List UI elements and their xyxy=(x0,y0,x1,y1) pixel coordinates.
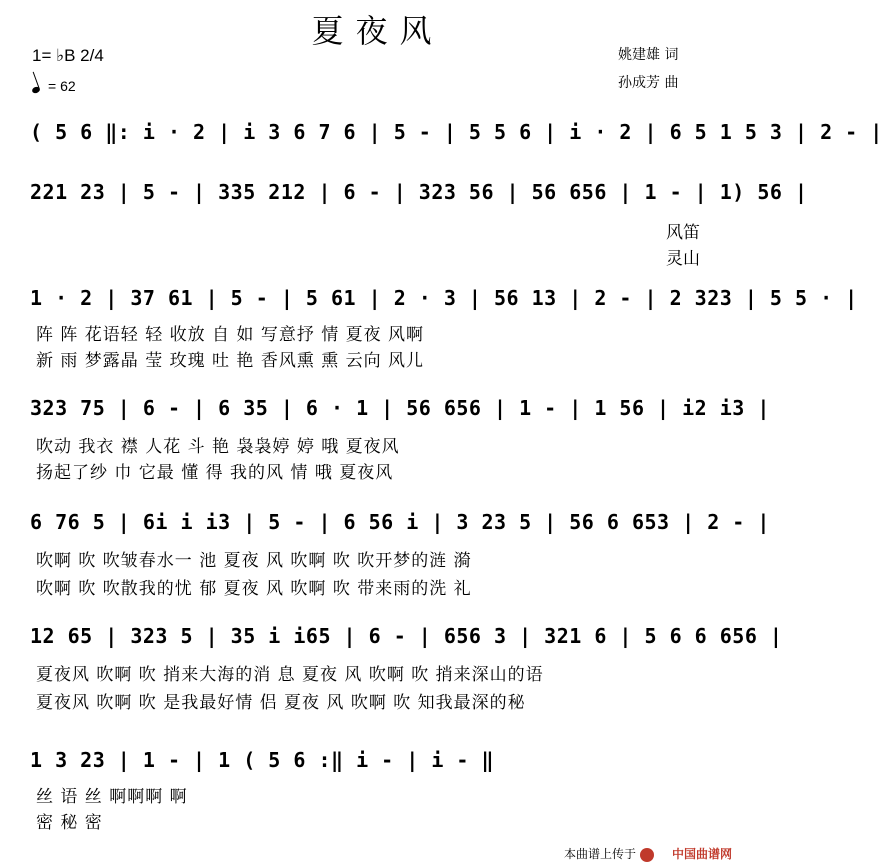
key-signature: 1= ♭B 2/4 xyxy=(32,46,104,65)
lyric-line-7b: 密 秘 密 xyxy=(36,813,103,833)
score-title: 夏夜风 xyxy=(311,12,444,50)
lyric-line-6b: 夏夜风 吹啊 吹 是我最好情 侣 夏夜 风 吹啊 吹 知我最深的秘 xyxy=(36,693,526,713)
side-lyric-1: 风笛 xyxy=(666,223,700,243)
lyric-line-4b: 扬起了纱 巾 它最 懂 得 我的风 情 哦 夏夜风 xyxy=(36,463,394,483)
staff-line-6: 12 65 | 323 5 | 35 i i65 | 6 - | 656 3 | 321 6 | 5 6 6 656 | xyxy=(30,624,783,648)
tempo-value: = 62 xyxy=(48,78,76,94)
staff-line-7: 1 3 23 | 1 - | 1 ( 5 6 :‖ i - | i - ‖ xyxy=(30,748,495,772)
composer: 孙成芳 曲 xyxy=(618,75,679,91)
tempo-marking xyxy=(32,78,76,94)
side-lyric-2: 灵山 xyxy=(666,249,700,269)
lyric-line-5a: 吹啊 吹 吹皱春水一 池 夏夜 风 吹啊 吹 吹开梦的涟 漪 xyxy=(36,551,472,571)
staff-line-3: 1 · 2 | 37 61 | 5 - | 5 61 | 2 · 3 | 56 13 | 2 - | 2 323 | 5 5 · | xyxy=(30,286,858,310)
lyric-line-3a: 阵 阵 花语轻 轻 收放 自 如 写意抒 情 夏夜 风啊 xyxy=(36,325,425,345)
lyric-line-5b: 吹啊 吹 吹散我的忧 郁 夏夜 风 吹啊 吹 带来雨的洗 礼 xyxy=(36,579,472,599)
site-logo-text[interactable]: 中国曲谱网 xyxy=(672,847,733,861)
upload-footer xyxy=(564,845,732,862)
staff-line-2: 221 23 | 5 - | 335 212 | 6 - | 323 56 | 56 656 | 1 - | 1) 56 | xyxy=(30,180,808,204)
staff-line-4: 323 75 | 6 - | 6 35 | 6 · 1 | 56 656 | 1 - | 1 56 | i2 i3 | xyxy=(30,396,770,420)
lyric-line-4a: 吹动 我衣 襟 人花 斗 艳 袅袅婷 婷 哦 夏夜风 xyxy=(36,437,400,457)
site-logo-icon xyxy=(640,848,654,862)
quarter-note-icon xyxy=(31,86,41,94)
lyric-line-6a: 夏夜风 吹啊 吹 捎来大海的消 息 夏夜 风 吹啊 吹 捎来深山的语 xyxy=(36,665,544,685)
staff-line-5: 6 76 5 | 6i i i3 | 5 - | 6 56 i | 3 23 5 | 56 6 653 | 2 - | xyxy=(30,510,770,534)
lyricist: 姚建雄 词 xyxy=(618,47,679,63)
lyric-line-3b: 新 雨 梦露晶 莹 玫瑰 吐 艳 香风熏 熏 云向 风儿 xyxy=(36,351,425,371)
lyric-line-7a: 丝 语 丝 啊啊啊 啊 xyxy=(36,787,188,807)
staff-line-1: ( 5 6 ‖: i · 2 | i 3 6 7 6 | 5 - | 5 5 6 | i · 2 | 6 5 1 5 3 | 2 - | xyxy=(30,120,883,144)
footer-text: 本曲谱上传于 xyxy=(564,847,637,861)
